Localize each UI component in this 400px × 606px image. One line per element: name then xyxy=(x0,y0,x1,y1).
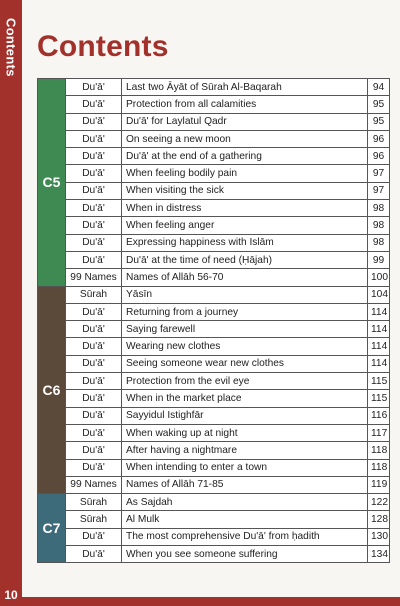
entry-title: When in distress xyxy=(122,200,368,217)
entry-title: Sayyidul Istighfār xyxy=(122,407,368,424)
entry-page-number: 118 xyxy=(368,459,390,476)
entry-page-number: 94 xyxy=(368,79,390,96)
chapter-label: C5 xyxy=(38,79,66,287)
toc-row[interactable] xyxy=(38,494,390,511)
entry-title: When waking up at night xyxy=(122,424,368,441)
entry-page-number: 116 xyxy=(368,407,390,424)
entry-type: Du'ā' xyxy=(66,321,122,338)
toc-row[interactable] xyxy=(38,234,390,251)
toc-row[interactable] xyxy=(38,511,390,528)
entry-page-number: 96 xyxy=(368,130,390,147)
entry-title: Wearing new clothes xyxy=(122,338,368,355)
entry-type: 99 Names xyxy=(66,269,122,286)
entry-page-number: 96 xyxy=(368,148,390,165)
toc-row[interactable] xyxy=(38,269,390,286)
entry-page-number: 95 xyxy=(368,96,390,113)
entry-page-number: 128 xyxy=(368,511,390,528)
entry-type: Du'ā' xyxy=(66,200,122,217)
contents-table-body xyxy=(38,79,390,563)
entry-type: Du'ā' xyxy=(66,355,122,372)
chapter-label: C7 xyxy=(38,494,66,563)
toc-row[interactable] xyxy=(38,442,390,459)
toc-row[interactable] xyxy=(38,130,390,147)
entry-type: Du'ā' xyxy=(66,148,122,165)
entry-type: Du'ā' xyxy=(66,442,122,459)
toc-row[interactable] xyxy=(38,476,390,493)
toc-row[interactable] xyxy=(38,424,390,441)
entry-page-number: 100 xyxy=(368,269,390,286)
entry-title: The most comprehensive Du'ā' from ḥadith xyxy=(122,528,368,545)
entry-type: Du'ā' xyxy=(66,96,122,113)
entry-title: When feeling bodily pain xyxy=(122,165,368,182)
entry-title: Saying farewell xyxy=(122,321,368,338)
entry-page-number: 114 xyxy=(368,321,390,338)
chapter-label: C6 xyxy=(38,286,66,494)
contents-table xyxy=(37,78,390,563)
entry-type: Du'ā' xyxy=(66,338,122,355)
entry-title: When visiting the sick xyxy=(122,182,368,199)
entry-title: When intending to enter a town xyxy=(122,459,368,476)
toc-row[interactable] xyxy=(38,148,390,165)
entry-title: As Sajdah xyxy=(122,494,368,511)
entry-title: When in the market place xyxy=(122,390,368,407)
entry-page-number: 117 xyxy=(368,424,390,441)
entry-type: Du'ā' xyxy=(66,79,122,96)
entry-page-number: 119 xyxy=(368,476,390,493)
entry-page-number: 114 xyxy=(368,355,390,372)
entry-type: Sūrah xyxy=(66,511,122,528)
side-tab xyxy=(0,0,22,606)
entry-type: Du'ā' xyxy=(66,234,122,251)
entry-title: Yāsīn xyxy=(122,286,368,303)
entry-title: Protection from all calamities xyxy=(122,96,368,113)
entry-type: Du'ā' xyxy=(66,217,122,234)
side-tab-label: Contents xyxy=(3,18,19,77)
entry-title: Seeing someone wear new clothes xyxy=(122,355,368,372)
toc-row[interactable] xyxy=(38,528,390,545)
toc-row[interactable] xyxy=(38,303,390,320)
entry-title: On seeing a new moon xyxy=(122,130,368,147)
entry-title: Expressing happiness with Islām xyxy=(122,234,368,251)
toc-row[interactable] xyxy=(38,113,390,130)
entry-type: Du'ā' xyxy=(66,424,122,441)
entry-title: When you see someone suffering xyxy=(122,546,368,563)
entry-type: 99 Names xyxy=(66,476,122,493)
entry-page-number: 130 xyxy=(368,528,390,545)
entry-page-number: 97 xyxy=(368,182,390,199)
entry-type: Sūrah xyxy=(66,494,122,511)
toc-row[interactable] xyxy=(38,546,390,563)
page-title: Contents xyxy=(37,30,169,63)
entry-type: Du'ā' xyxy=(66,390,122,407)
toc-row[interactable] xyxy=(38,373,390,390)
toc-row[interactable] xyxy=(38,355,390,372)
entry-title: Names of Allāh 56-70 xyxy=(122,269,368,286)
toc-row[interactable] xyxy=(38,79,390,96)
entry-page-number: 134 xyxy=(368,546,390,563)
toc-row[interactable] xyxy=(38,251,390,268)
toc-row[interactable] xyxy=(38,286,390,303)
entry-page-number: 95 xyxy=(368,113,390,130)
entry-title: Du'ā' at the time of need (Ḥājah) xyxy=(122,251,368,268)
entry-page-number: 99 xyxy=(368,251,390,268)
entry-title: Du'ā' at the end of a gathering xyxy=(122,148,368,165)
entry-type: Du'ā' xyxy=(66,303,122,320)
entry-type: Du'ā' xyxy=(66,459,122,476)
entry-title: Returning from a journey xyxy=(122,303,368,320)
entry-page-number: 115 xyxy=(368,390,390,407)
entry-title: After having a nightmare xyxy=(122,442,368,459)
toc-row[interactable] xyxy=(38,390,390,407)
entry-title: Al Mulk xyxy=(122,511,368,528)
entry-page-number: 98 xyxy=(368,200,390,217)
entry-type: Du'ā' xyxy=(66,182,122,199)
entry-page-number: 114 xyxy=(368,303,390,320)
entry-page-number: 114 xyxy=(368,338,390,355)
entry-type: Du'ā' xyxy=(66,113,122,130)
entry-page-number: 115 xyxy=(368,373,390,390)
entry-page-number: 122 xyxy=(368,494,390,511)
entry-title: Last two Āyāt of Sūrah Al-Baqarah xyxy=(122,79,368,96)
entry-page-number: 104 xyxy=(368,286,390,303)
page-number: 10 xyxy=(4,588,18,602)
entry-type: Sūrah xyxy=(66,286,122,303)
toc-row[interactable] xyxy=(38,338,390,355)
toc-row[interactable] xyxy=(38,407,390,424)
entry-title: Du'ā' for Laylatul Qadr xyxy=(122,113,368,130)
toc-row[interactable] xyxy=(38,459,390,476)
entry-type: Du'ā' xyxy=(66,251,122,268)
entry-type: Du'ā' xyxy=(66,373,122,390)
entry-type: Du'ā' xyxy=(66,407,122,424)
entry-title: Protection from the evil eye xyxy=(122,373,368,390)
bottom-bar xyxy=(22,597,400,606)
entry-type: Du'ā' xyxy=(66,546,122,563)
entry-title: When feeling anger xyxy=(122,217,368,234)
entry-page-number: 98 xyxy=(368,217,390,234)
entry-type: Du'ā' xyxy=(66,130,122,147)
toc-row[interactable] xyxy=(38,200,390,217)
entry-type: Du'ā' xyxy=(66,165,122,182)
toc-row[interactable] xyxy=(38,182,390,199)
entry-page-number: 97 xyxy=(368,165,390,182)
toc-row[interactable] xyxy=(38,321,390,338)
entry-page-number: 118 xyxy=(368,442,390,459)
toc-row[interactable] xyxy=(38,217,390,234)
toc-row[interactable] xyxy=(38,96,390,113)
entry-type: Du'ā' xyxy=(66,528,122,545)
toc-row[interactable] xyxy=(38,165,390,182)
entry-title: Names of Allāh 71-85 xyxy=(122,476,368,493)
entry-page-number: 98 xyxy=(368,234,390,251)
